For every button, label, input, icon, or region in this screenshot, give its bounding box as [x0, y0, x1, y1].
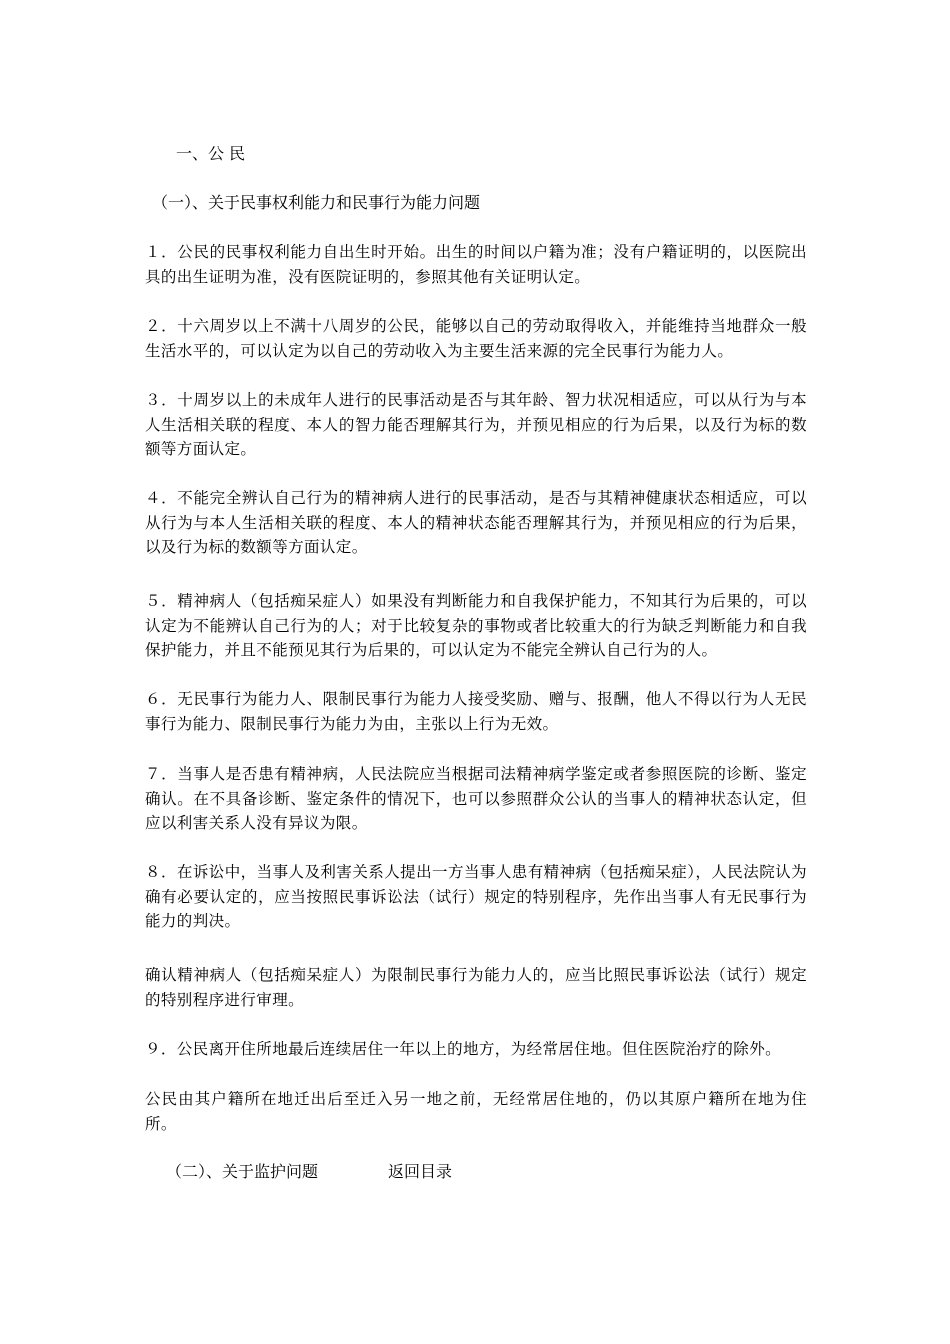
paragraph-9-continuation: 公民由其户籍所在地迁出后至迁入另一地之前，无经常居住地的，仍以其原户籍所在地为住所。: [145, 1090, 807, 1133]
paragraph-6: ６．无民事行为能力人、限制民事行为能力人接受奖励、赠与、报酬，他人不得以行为人无民事行为能力、限制民事行为能力为由，主张以上行为无效。: [145, 690, 807, 733]
paragraph-9: ９．公民离开住所地最后连续居住一年以上的地方，为经常居住地。但住医院治疗的除外。: [145, 1040, 782, 1058]
paragraph-8-continuation: 确认精神病人（包括痴呆症人）为限制民事行为能力人的，应当比照民事诉讼法（试行）规定的特别程序进行审理。: [145, 966, 807, 1009]
back-to-contents-link[interactable]: 返回目录: [388, 1162, 453, 1181]
paragraph-4: ４．不能完全辨认自己行为的精神病人进行的民事活动，是否与其精神健康状态相适应，可以从行为与本人生活相关联的程度、本人的精神状态能否理解其行为，并预见相应的行为后果，以及行为标的数额等方面认定。: [145, 489, 807, 556]
section-title: 一、公 民: [176, 144, 246, 163]
paragraph-7: ７．当事人是否患有精神病，人民法院应当根据司法精神病学鉴定或者参照医院的诊断、鉴定确认。在不具备诊断、鉴定条件的情况下，也可以参照群众公认的当事人的精神状态认定，但应以利害关系人没有异议为限。: [145, 765, 807, 832]
paragraph-2: ２．十六周岁以上不满十八周岁的公民，能够以自己的劳动取得收入，并能维持当地群众一般生活水平的，可以认定为以自己的劳动收入为主要生活来源的完全民事行为能力人。: [145, 317, 807, 360]
subsection-title: （一）、关于民事权利能力和民事行为能力问题: [152, 193, 481, 212]
paragraph-8: ８．在诉讼中，当事人及利害关系人提出一方当事人患有精神病（包括痴呆症），人民法院认为确有必要认定的，应当按照民事诉讼法（试行）规定的特别程序，先作出当事人有无民事行为能力的判决。: [145, 863, 807, 930]
next-subsection-title: （二）、关于监护问题: [166, 1162, 319, 1181]
paragraph-5: ５．精神病人（包括痴呆症人）如果没有判断能力和自我保护能力，不知其行为后果的，可以认定为不能辨认自己行为的人；对于比较复杂的事物或者比较重大的行为缺乏判断能力和自我保护能力，并且不能预见其行为后果的，可以认定为不能完全辨认自己行为的人。: [145, 592, 807, 659]
footer-row: [166, 1160, 453, 1184]
paragraph-1: １．公民的民事权利能力自出生时开始。出生的时间以户籍为准；没有户籍证明的，以医院出具的出生证明为准，没有医院证明的，参照其他有关证明认定。: [145, 243, 807, 286]
paragraph-3: ３．十周岁以上的未成年人进行的民事活动是否与其年龄、智力状况相适应，可以从行为与本人生活相关联的程度、本人的智力能否理解其行为，并预见相应的行为后果，以及行为标的数额等方面认定。: [145, 391, 807, 458]
